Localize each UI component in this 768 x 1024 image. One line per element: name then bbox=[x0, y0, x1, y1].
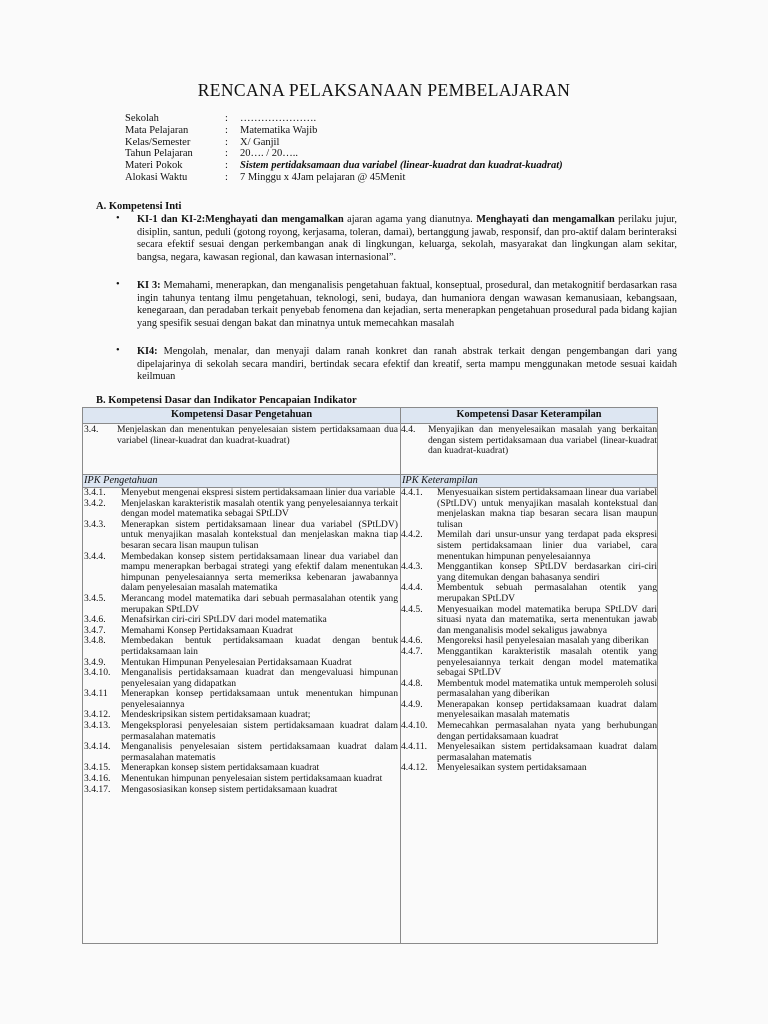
ipk-text: Menyesuaikan model matematika berupa SPtLDV dari situasi nyata dan matematika, serta menentukan jawab dan menganalisis model sekaligus jawabnya bbox=[437, 603, 657, 636]
ipk-text: Membentuk sebuah permasalahan otentik yang merupakan SPtLDV bbox=[437, 582, 657, 604]
kd-item bbox=[84, 425, 398, 446]
identity-colon: : bbox=[225, 171, 228, 183]
ki-4-lead: KI4: bbox=[137, 346, 158, 357]
ipk-number: 3.4.6. bbox=[84, 614, 106, 626]
ipk-text: Mendeskripsikan sistem pertidaksamaan kuadrat; bbox=[121, 709, 311, 721]
ipk-text: Menyesuaikan sistem pertidaksamaan linear dua variabel (SPtLDV) untuk menyajikan masalah kontekstual dan menjelaskan makna tiap besaran secara lisan maupun tulisan bbox=[437, 487, 657, 530]
ipk-number: 3.4.14. bbox=[84, 741, 111, 753]
ipk-number: 4.4.3. bbox=[401, 561, 423, 573]
ipk-text: Menjelaskan karakteristik masalah otentik yang penyelesaiannya terkait dengan model matematika sebagai SPtLDV bbox=[121, 497, 398, 520]
ipk-item bbox=[401, 679, 657, 700]
ipk-item bbox=[401, 700, 657, 721]
ipk-item bbox=[84, 721, 398, 742]
identity-row bbox=[125, 137, 563, 149]
ipk-item bbox=[84, 742, 398, 763]
identity-colon: : bbox=[225, 160, 228, 172]
ki-3-paragraph bbox=[137, 280, 677, 331]
identity-key: Materi Pokok bbox=[125, 160, 183, 172]
document-title: RENCANA PELAKSANAAN PEMBELAJARAN bbox=[197, 80, 571, 100]
kd-item bbox=[401, 425, 657, 457]
ipk-item bbox=[84, 520, 398, 552]
section-b-heading: B. Kompetensi Dasar dan Indikator Pencapaian Indikator bbox=[96, 395, 357, 406]
ipk-text: Memahami Konsep Pertidaksamaan Kuadrat bbox=[121, 624, 293, 636]
ipk-item bbox=[401, 583, 657, 604]
ipk-number: 3.4.2. bbox=[84, 497, 106, 509]
identity-key: Alokasi Waktu bbox=[125, 171, 188, 183]
competency-table bbox=[82, 407, 658, 944]
identity-key: Tahun Pelajaran bbox=[125, 148, 193, 160]
ipk-item bbox=[401, 530, 657, 562]
ipk-text: Menerapakan konsep pertidaksamaan kuadrat dalam menyelesaikan masalah matematis bbox=[437, 698, 657, 721]
ipk-text: Memilah dari unsur-unsur yang terdapat pada ekspresi sistem pertidaksamaan linier dua variabel, cara menentukan himpunan penyelesaiannya bbox=[437, 529, 657, 562]
ki-3-text: Memahami, menerapkan, dan menganalisis pengetahuan faktual, konseptual, prosedural, dan metakognitif berdasarkan rasa ingin tahunya tentang ilmu pengetahuan, teknologi, seni, budaya, dan humaniora dengan wawasan kemanusiaan, kebangsaan, kenegaraan, dan peradaban terkait penyebab fenomena dan kejadian, serta menerapkan pengetahuan prosedural pada bidang kajian yang spesifik sesuai dengan bakat dan minatnya untuk memecahkan masalah bbox=[137, 280, 678, 330]
ipk-number: 3.4.9. bbox=[84, 656, 106, 668]
ki-4-paragraph bbox=[137, 346, 677, 384]
ipk-text: Membentuk model matematika untuk memperoleh solusi permasalahan yang diberikan bbox=[437, 677, 657, 700]
ipk-number: 3.4.12. bbox=[84, 709, 111, 721]
ipk-number: 4.4.6. bbox=[401, 635, 423, 647]
ipk-text: Menganalisis penyelesaian sistem pertidaksamaan kuadrat dalam permasalahan matematis bbox=[121, 741, 398, 763]
header-kd-pengetahuan: Kompetensi Dasar Pengetahuan bbox=[170, 409, 313, 420]
identity-key: Mata Pelajaran bbox=[125, 124, 189, 136]
section-a-heading: A. Kompetensi Inti bbox=[96, 201, 182, 212]
ipk-number: 3.4.8. bbox=[84, 635, 106, 647]
ipk-text: Menggantikan karakteristik masalah otentik yang penyelesaiannya terkait dengan model matematika sebagai SPtLDV bbox=[437, 645, 657, 679]
ipk-text: Menentukan himpunan penyelesaian sistem pertidaksamaan kuadrat bbox=[121, 773, 383, 785]
identity-row bbox=[125, 172, 563, 184]
identity-row bbox=[125, 160, 563, 172]
ki-1-2-text-2: perilaku jujur, disiplin, santun, peduli (gotong royong, kerjasama, toleran, damai), bertanggung jawab, responsif, dan pro-aktif dalam berinteraksi secara efektif sesuai dengan perkembangan anak di lingkungan, keluarga, sekolah, masyarakat dan lingkungan alam sekitar, bangsa, negara, kawasan regional, dan kawasan internasional”. bbox=[137, 214, 677, 264]
ipk-text: Mengeksplorasi penyelesaian sistem pertidaksamaan kuadrat dalam permasalahan matematis bbox=[121, 720, 398, 742]
identity-value: Matematika Wajib bbox=[240, 124, 318, 136]
ki-1-2-bold-1: Menghayati dan mengamalkan bbox=[205, 214, 344, 225]
ipk-number: 4.4.11. bbox=[401, 741, 428, 753]
ipk-text: Menerapkan konsep sistem pertidaksamaan kuadrat bbox=[121, 762, 320, 774]
ipk-text: Menyelesaikan system pertidaksamaan bbox=[437, 762, 587, 774]
bullet-icon: • bbox=[116, 213, 120, 224]
ipk-number: 4.4.9. bbox=[401, 698, 423, 710]
ipk-text: Menerapkan konsep pertidaksamaan untuk menentukan himpunan penyelesaiannya bbox=[121, 688, 398, 710]
ipk-number: 3.4.13. bbox=[84, 720, 111, 732]
ipk-number: 4.4.5. bbox=[401, 603, 423, 615]
ipk-item bbox=[84, 668, 398, 689]
ipk-number: 4.4.2. bbox=[401, 529, 423, 541]
ki-1-2-bold-2: Menghayati dan mengamalkan bbox=[476, 214, 615, 225]
ipk-text: Menganalisis pertidaksamaan kuadrat dan mengevaluasi himpunan penyelesaian yang didapatkan bbox=[121, 667, 398, 689]
ki-1-2-text-1: ajaran agama yang dianutnya. bbox=[343, 214, 477, 225]
ki-3-lead: KI 3: bbox=[137, 280, 161, 291]
kd-number: 4.4. bbox=[401, 424, 416, 435]
ipk-number: 3.4.5. bbox=[84, 592, 106, 604]
ipk-pengetahuan-list bbox=[84, 488, 398, 795]
ipk-text: Membedakan konsep sistem pertidaksamaan linear dua variabel dan mampu menerapkan berbagai strategi yang efektif dalam menentukan himpunan penyelesaiannya serta memeriksa kebenaran jawabannya dalam penyelesaian masalah matematika bbox=[121, 550, 398, 594]
ipk-number: 4.4.1. bbox=[401, 487, 423, 498]
ipk-text: Menggantikan konsep SPtLDV berdasarkan ciri-ciri yang ditemukan dengan bahasanya sendiri bbox=[437, 561, 657, 583]
kd-text: Menjelaskan dan menentukan penyelesaian sistem pertidaksamaan dua variabel (linear-kuadrat dan kuadrat-kuadrat) bbox=[117, 424, 398, 446]
ipk-item bbox=[401, 488, 657, 530]
identity-row bbox=[125, 113, 563, 125]
identity-row bbox=[125, 148, 563, 160]
ipk-number: 4.4.12. bbox=[401, 762, 428, 774]
ipk-text: Mentukan Himpunan Penyelesaian Pertidaksamaan Kuadrat bbox=[121, 656, 352, 668]
ipk-item bbox=[401, 605, 657, 637]
ipk-number: 3.4.4. bbox=[84, 550, 106, 562]
identity-value: 20…. / 20….. bbox=[240, 148, 299, 160]
identity-key: Sekolah bbox=[125, 113, 159, 124]
identity-value: X/ Ganjil bbox=[240, 136, 280, 148]
ipk-item bbox=[84, 594, 398, 615]
identity-value: Sistem pertidaksamaan dua variabel (linear-kuadrat dan kuadrat-kuadrat) bbox=[240, 160, 563, 172]
ipk-number: 4.4.8. bbox=[401, 677, 423, 689]
ipk-text: Mengoreksi hasil penyelesaian masalah yang diberikan bbox=[437, 635, 649, 647]
ki-1-2-paragraph bbox=[137, 214, 677, 265]
kd-keterampilan-cell bbox=[401, 425, 657, 457]
ipk-number: 3.4.1. bbox=[84, 487, 106, 498]
bullet-icon: • bbox=[116, 345, 120, 356]
identity-table bbox=[125, 113, 563, 184]
ipk-header-row bbox=[83, 474, 657, 487]
identity-colon: : bbox=[225, 136, 228, 148]
identity-colon: : bbox=[225, 113, 228, 124]
ipk-number: 3.4.10. bbox=[84, 667, 111, 679]
ipk-number: 3.4.16. bbox=[84, 773, 111, 785]
ipk-text: Membedakan bentuk pertidaksamaan kuadat dengan bentuk pertidaksamaan lain bbox=[121, 635, 398, 657]
ipk-item bbox=[401, 763, 657, 774]
identity-row bbox=[125, 125, 563, 137]
identity-key: Kelas/Semester bbox=[125, 136, 191, 148]
ipk-item bbox=[401, 562, 657, 583]
header-kd-keterampilan: Kompetensi Dasar Keterampilan bbox=[456, 409, 602, 420]
identity-colon: : bbox=[225, 124, 228, 136]
ipk-item bbox=[84, 785, 398, 796]
ipk-text: Mengasosiasikan konsep sistem pertidaksamaan kuadrat bbox=[121, 783, 338, 795]
ipk-text: Merancang model matematika dari sebuah permasalahan otentik yang merupakan SPtLDV bbox=[121, 592, 398, 615]
ipk-item bbox=[401, 742, 657, 763]
ipk-item bbox=[84, 689, 398, 710]
ipk-text: Menyelesaikan sistem pertidaksamaan kuadrat dalam permasalahan matematis bbox=[437, 741, 657, 763]
ipk-keterampilan-list bbox=[401, 488, 657, 774]
ipk-pengetahuan-label: IPK Pengetahuan bbox=[84, 475, 158, 486]
ipk-number: 3.4.7. bbox=[84, 624, 106, 636]
identity-value: 7 Minggu x 4Jam pelajaran @ 45Menit bbox=[240, 171, 406, 183]
ipk-text: Menyebut mengenai ekspresi sistem pertidaksamaan linier dua variable bbox=[121, 487, 396, 498]
ipk-text: Menerapkan sistem pertidaksamaan linear dua variabel (SPtLDV) untuk menyajikan masalah kontekstual dan menjelaskan makna tiap besaran secara lisan maupun tulisan bbox=[121, 518, 398, 551]
bullet-icon: • bbox=[116, 279, 120, 290]
ipk-item bbox=[84, 488, 398, 499]
ipk-item bbox=[84, 499, 398, 520]
kd-number: 3.4. bbox=[84, 424, 99, 435]
ipk-number: 3.4.17. bbox=[84, 783, 111, 795]
ipk-number: 3.4.15. bbox=[84, 762, 111, 774]
kd-pengetahuan-cell bbox=[84, 425, 398, 446]
divider bbox=[83, 474, 657, 475]
ipk-number: 4.4.10. bbox=[401, 720, 428, 732]
ki-1-2-lead: KI-1 dan KI-2: bbox=[137, 214, 206, 225]
ipk-item bbox=[401, 721, 657, 742]
ki-4-text: Mengolah, menalar, dan menyaji dalam ranah konkret dan ranah abstrak terkait dengan pengembangan dari yang dipelajarinya di sekolah secara mandiri, bertindak secara efektif dan kreatif, serta mampu menggunakan metode sesuai kaidah keilmuan bbox=[137, 346, 677, 383]
ipk-number: 4.4.4. bbox=[401, 582, 423, 594]
identity-value: …………………. bbox=[240, 113, 317, 124]
ipk-number: 3.4.3. bbox=[84, 518, 106, 530]
ipk-item bbox=[401, 647, 657, 679]
ipk-text: Menafsirkan ciri-ciri SPtLDV dari model matematika bbox=[121, 614, 327, 626]
ipk-keterampilan-label: IPK Keterampilan bbox=[402, 475, 478, 486]
ipk-number: 3.4.11 bbox=[84, 688, 108, 700]
ipk-item bbox=[84, 636, 398, 657]
kd-text: Menyajikan dan menyelesaikan masalah yang berkaitan dengan sistem pertidaksamaan dua variabel (linear-kuadrat dan kuadrat-kuadrat) bbox=[428, 424, 657, 457]
identity-colon: : bbox=[225, 148, 228, 160]
ipk-number: 4.4.7. bbox=[401, 645, 423, 657]
ipk-item bbox=[84, 552, 398, 594]
ipk-text: Memecahkan permasalahan nyata yang berhubungan dengan pertidaksamaan kuadrat bbox=[437, 720, 657, 742]
